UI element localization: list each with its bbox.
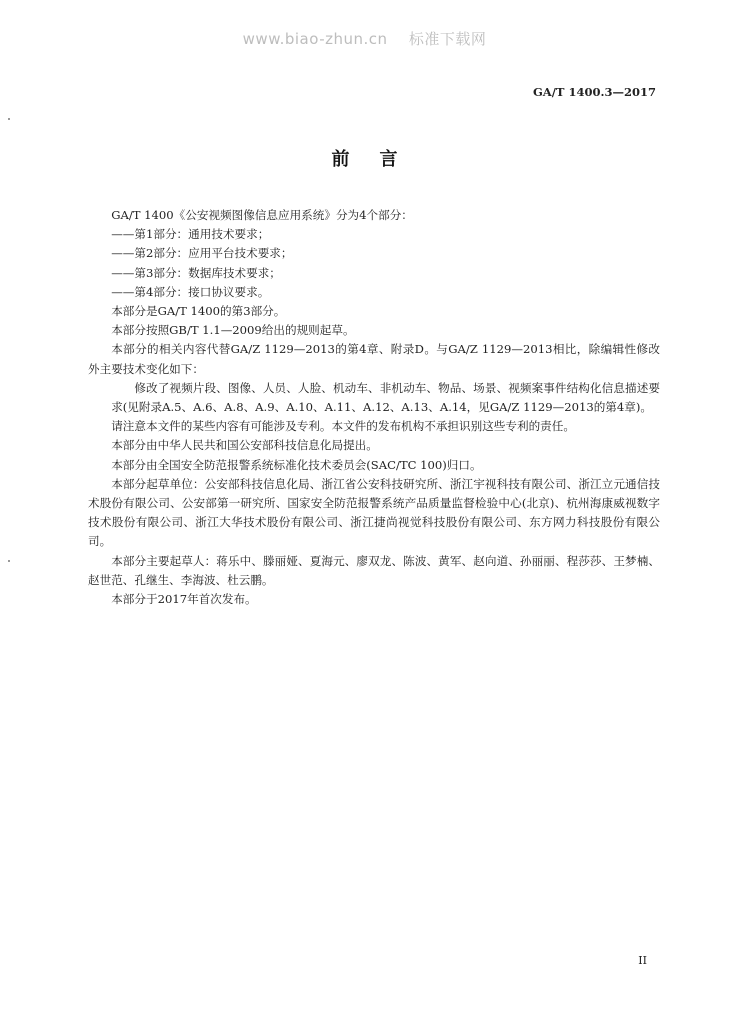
scan-edge-mark: [8, 560, 10, 562]
list-item-part-3: ——第3部分：数据库技术要求；: [111, 265, 281, 280]
page-number: II: [638, 954, 647, 967]
paragraph-first-issue: 本部分于2017年首次发布。: [111, 592, 257, 607]
paragraph-technical-change: 修改了视频片段、图像、人员、人脸、机动车、非机动车、物品、场景、视频案事件结构化信息描述要求(见附录A.5、A.6、A.8、A.9、A.10、A.11、A.12、A.13、A.14，见GA/Z 1129—2013的第4章)。: [111, 380, 660, 415]
paragraph-replacement: 本部分的相关内容代替GA/Z 1129—2013的第4章、附录D。与GA/Z 1129—2013相比，除编辑性修改外主要技术变化如下：: [88, 342, 660, 376]
watermark: [0, 28, 729, 49]
paragraph-drafting-units: 本部分起草单位：公安部科技信息化局、浙江省公安科技研究所、浙江宇视科技有限公司、浙江立元通信技术股份有限公司、公安部第一研究所、国家安全防范报警系统产品质量监督检验中心(北京)、杭州海康威视数字技术股份有限公司、浙江大华技术股份有限公司、浙江捷尚视觉科技股份有限公司、东方网力科技股份有限公司。: [88, 476, 660, 549]
standard-code: GA/T 1400.3—2017: [532, 85, 656, 99]
watermark-url: www.biao-zhun.cn: [242, 30, 388, 48]
paragraph-drafters: 本部分主要起草人：蒋乐中、滕丽娅、夏海元、廖双龙、陈波、黄军、赵向道、孙丽丽、程莎莎、王梦楠、赵世范、孔继生、李海波、杜云鹏。: [88, 553, 660, 587]
paragraph-intro: GA/T 1400《公安视频图像信息应用系统》分为4个部分：: [111, 208, 413, 222]
paragraph-proposer: 本部分由中华人民共和国公安部科技信息化局提出。: [111, 438, 378, 453]
paragraph-part-statement: 本部分是GA/T 1400的第3部分。: [111, 304, 286, 319]
foreword-body: [88, 206, 660, 609]
paragraph-technical-committee: 本部分由全国安全防范报警系统标准化技术委员会(SAC/TC 100)归口。: [111, 457, 482, 472]
page-title: 前言: [331, 149, 428, 170]
paragraph-patent-notice: 请注意本文件的某些内容有可能涉及专利。本文件的发布机构不承担识别这些专利的责任。: [111, 419, 575, 434]
list-item-part-2: ——第2部分：应用平台技术要求；: [111, 246, 293, 261]
watermark-site: 标准下载网: [408, 30, 487, 48]
list-item-part-1: ——第1部分：通用技术要求；: [111, 227, 270, 242]
scan-edge-mark: [8, 118, 10, 120]
list-item-part-4: ——第4部分：接口协议要求。: [111, 284, 270, 299]
paragraph-drafting-rules: 本部分按照GB/T 1.1—2009给出的规则起草。: [111, 323, 355, 338]
